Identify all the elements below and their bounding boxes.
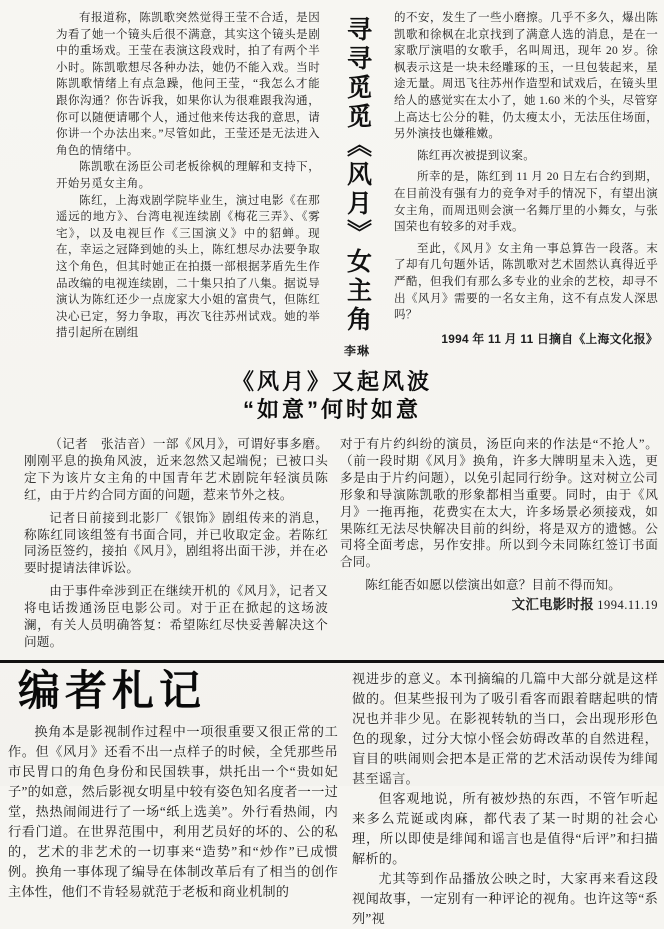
article-seeking-leading-lady <box>0 0 664 359</box>
article1-byline: 李琳 <box>343 344 370 358</box>
paragraph: 陈红，上海戏剧学院毕业生，演过电影《在那遥远的地方》、台湾电视连续剧《梅花三弄》、《雾宅》，以及电视巨作《三国演义》中的貂蝉。现在，幸运之冠降到她的头上，陈红想尽办法要争取这个角色，但其时她正在拍摄一部根据茅盾先生作品改编的电视连续剧，二十集只拍了八集。据说导演认为陈红还少一点庞家大小姐的富贵气，但陈红决心已定，努力争取，再次飞往苏州试戏。她的举措引起所在剧组 <box>56 194 320 340</box>
paragraph: 记者日前接到北影厂《银饰》剧组传来的消息，称陈红同该组签有书面合同，并已收取定金。若陈红同汤臣签约，接拍《风月》，剧组将出面干涉，并在必要时提请法律诉讼。 <box>24 510 328 576</box>
article2-headline-line2: “如意”何时如意 <box>242 397 421 422</box>
article1-vertical-title-strip <box>330 10 384 359</box>
paragraph: 换角本是影视制作过程中一项很重要又很正常的工作。但《风月》还看不出一点样子的时候，全凭那些吊市民胃口的角色身份和民国轶事，烘托出一个“贵如妃子”的如意，然后影视女明星中较有姿色知名度者一一过堂，热热闹闹进行了一场“纸上选美”。外行看热闹，内行看门道。在世界范围中，利用艺员好的坏的、公的私的，艺术的非艺术的一切事来“造势”和“炒作”已成惯例。换角一事体现了编导在体制改革后有了相当的创作主体性，他们不肯轻易就范于老板和商业机制的 <box>8 723 338 899</box>
article2-signature-name: 文汇电影时报 <box>511 597 594 613</box>
article1-left-column <box>56 10 320 359</box>
paragraph: 尤其等到作品播放公映之时，大家再来看这段视闻故事，一定别有一种评论的视角。也许这等“系列”视 <box>352 870 658 926</box>
paragraph: 陈凯歌在汤臣公司老板徐枫的理解和支持下，开始另觅女主角。 <box>56 161 320 190</box>
paragraph: 陈红能否如愿以偿演出如意？目前不得而知。 <box>365 578 622 593</box>
editor-note-right-column <box>352 669 658 929</box>
editor-note-title: 编者札记 <box>18 666 207 714</box>
paragraph: 但客观地说，所有被炒热的东西，不管乍听起来多么荒诞或肉麻，都代表了某一时期的社会心理，所以即使是绯闻和谣言也是值得“后评”和扫描解析的。 <box>352 790 658 866</box>
article2-headline-line1: 《风月》又起风波 <box>231 369 432 394</box>
article-ruyi-dispute <box>0 368 664 651</box>
paragraph: 视进步的意义。本刊摘编的几篇中大部分就是这样做的。但某些报刊为了吸引看客而跟着瞎起哄的情况也并非少见。在影视转轨的当口，会出现形形色色的现象，过分大惊小怪会妨碍改革的自然进程，盲目的哄闹则会把本是正常的艺术活动误传为绯闻甚至谣言。 <box>352 670 658 786</box>
article1-source-line: 1994 年 11 月 11 日摘自《上海文化报》 <box>441 331 658 346</box>
article1-right-column <box>394 10 658 359</box>
paragraph: 由于事件牵涉到正在继续开机的《风月》，记者又将电话拨通汤臣电影公司。对于正在掀起的这场波澜，有关人员明确答复：希望陈红尽快妥善解决这个问题。 <box>24 584 328 649</box>
editor-note-section <box>0 663 664 929</box>
paragraph: 至此，《风月》女主角一事总算告一段落。末了却有几句题外话，陈凯歌对艺术固然认真得近乎严酷，但我们有那么多专业的业余的艺校，却寻不出《风月》需要的一名女主角，这不有点发人深思吗？ <box>394 242 658 322</box>
paragraph: 的不安，发生了一些小磨擦。几乎不多久，爆出陈凯歌和徐枫在北京找到了满意人选的消息，是在一家歌厅演唱的女歌手，名叫周迅，现年 20 岁。徐枫表示这是一块未经雕琢的玉，一旦包装起来，星途无量。周迅飞往苏州作造型和试戏后，在镜头里给人的感觉实在太小了，她 1.60 米的个头，尽管穿上高达七公分的鞋，仍太瘦太小，无法压住场面，另外演技也嫌稚嫩。 <box>394 12 658 141</box>
article2-right-column <box>340 436 658 651</box>
paragraph: （记者 张洁音）一部《风月》，可谓好事多磨。刚刚平息的换角风波，近来忽然又起端倪；已被口头定下为该片女主角的中国青年艺术剧院年轻演员陈红，由于片约合同方面的问题，惹来节外之枝。 <box>24 437 328 502</box>
paragraph: 陈红再次被提到议案。 <box>417 149 535 162</box>
paragraph: 有报道称，陈凯歌突然觉得王莹不合适，是因为看了她一个镜头后很不满意，其实这个镜头是剧中的重场戏。王莹在表演这段戏时，拍了有两个半小时。陈凯歌想尽各种办法，她仍不能入戏。当时陈凯歌情绪上有点急躁，他问王莹，“我怎么才能跟你沟通？你告诉我，如果你认为很难跟我沟通，你可以随便请哪个人，通过他来传达我的意思，请你讲一个办法出来。”尽管如此，王莹还是无法进入角色的情绪中。 <box>56 12 320 157</box>
paragraph: 所幸的是，陈红到 11 月 20 日左右合约到期，在目前没有强有力的竞争对手的情况下，有望出演女主角，而周迅则会演一名舞厅里的小舞女，与张国荣也有较多的对手戏。 <box>394 171 658 234</box>
article1-title: 寻寻觅觅《风月》女主角 <box>343 16 371 335</box>
editor-note-left-column <box>8 666 338 929</box>
article2-signature-date: 1994.11.19 <box>597 598 658 613</box>
article2-signature <box>340 597 658 614</box>
article2-headline <box>0 368 664 424</box>
article2-left-column <box>24 436 328 651</box>
paragraph: 对于有片约纠纷的演员，汤臣向来的作法是“不抢人”。（前一段时期《风月》换角，许多大牌明星未入选，更多是由于片约问题），以免引起同行纷争。这对树立公司形象和导演陈凯歌的形象都相当重要。同时，由于《风月》一拖再拖，花费实在太大，许多场景必须接戏，如果陈红无法尽快解决目前的纠纷，将是双方的遗憾。公司将全面考虑，另作安排。所以到今未同陈红签订书面合同。 <box>340 437 658 570</box>
